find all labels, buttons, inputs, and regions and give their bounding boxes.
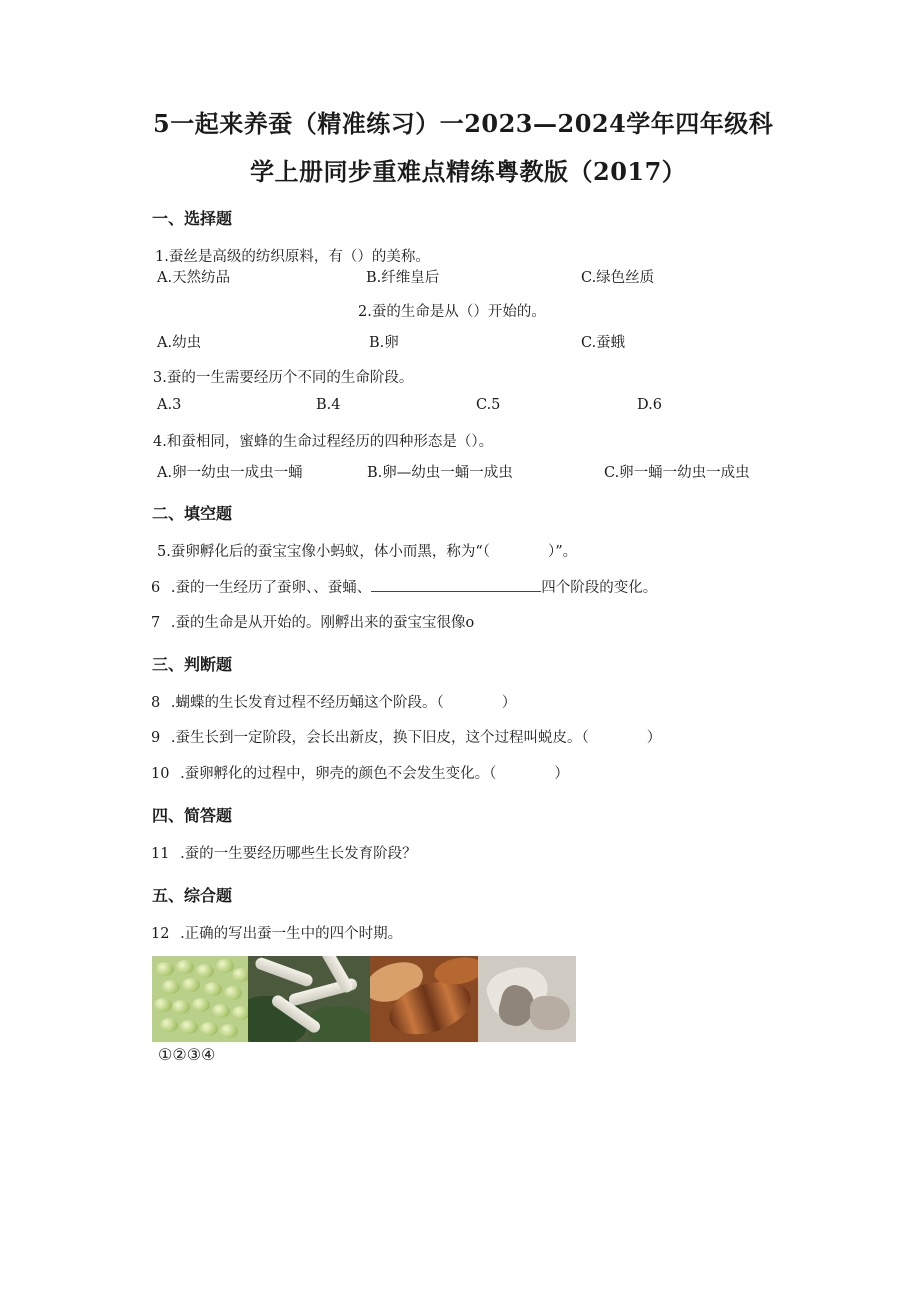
q4-option-a: A.卵一幼虫一成虫一蛹 (157, 465, 303, 481)
q1-option-b: B.纤维皇后 (366, 270, 440, 286)
q1-option-c: C.绿色丝质 (581, 270, 655, 286)
q3-option-a: A.3 (157, 397, 182, 413)
q10-text: .蚕卵孵化的过程中，卵壳的颜色不会发生变化。（ ） (180, 766, 569, 782)
q9-number: 9 (151, 730, 161, 746)
q3-stem: 3.蚕的一生需要经历个不同的生命阶段。 (153, 370, 414, 386)
q7-line (151, 611, 474, 632)
silkworm-moth-photo (478, 956, 576, 1042)
silkworm-eggs-photo (152, 956, 248, 1042)
q3-option-d: D.6 (637, 397, 662, 413)
q8-line (151, 691, 516, 712)
q9-line (151, 726, 661, 747)
q6-answer-blank[interactable] (371, 577, 541, 592)
section-heading-fill: 二、填空题 (152, 504, 233, 523)
silkworm-stages-photo-strip (152, 956, 576, 1042)
q1-stem: 1.蚕丝是高级的纺织原料，有（）的美称。 (155, 249, 430, 265)
q7-number: 7 (151, 615, 161, 631)
photo-stage-labels: ①②③④ (158, 1045, 216, 1064)
q4-option-b: B.卵—幼虫一蛹一成虫 (367, 465, 513, 481)
q6-text-after: 四个阶段的变化。 (541, 580, 658, 596)
silkworm-larvae-photo (248, 956, 370, 1042)
q3-option-b: B.4 (316, 397, 341, 413)
q11-text: .蚕的一生要经历哪些生长发育阶段？ (180, 846, 417, 862)
q11-line (151, 842, 417, 863)
q9-text: .蚕生长到一定阶段，会长出新皮，换下旧皮，这个过程叫蜕皮。（ ） (170, 730, 662, 746)
q6-number: 6 (151, 580, 161, 596)
q4-stem: 4.和蚕相同，蜜蜂的生命过程经历的四种形态是（）。 (153, 434, 494, 450)
q8-number: 8 (151, 695, 161, 711)
section-heading-short-answer: 四、简答题 (152, 806, 233, 825)
q4-option-c: C.卵一蛹一幼虫一成虫 (604, 465, 750, 481)
q12-number: 12 (151, 926, 170, 942)
q3-option-c: C.5 (476, 397, 501, 413)
q6-text-before: .蚕的一生经历了蚕卵、、蚕蛹、 (170, 580, 372, 596)
section-heading-choice: 一、选择题 (152, 209, 233, 228)
q2-stem: 2.蚕的生命是从（）开始的。 (358, 304, 546, 320)
section-heading-comprehensive: 五、综合题 (152, 886, 233, 905)
q11-number: 11 (151, 846, 170, 862)
doc-title-line1: 5一起来养蚕（精准练习）一2023—2024学年四年级科 (153, 109, 774, 138)
q12-line (151, 922, 402, 943)
q5-text: 5.蚕卵孵化后的蚕宝宝像小蚂蚁，体小而黑，称为“（ ）”。 (157, 544, 578, 560)
q2-option-a: A.幼虫 (157, 335, 202, 351)
section-heading-judge: 三、判断题 (152, 655, 233, 674)
doc-title-line2: 学上册同步重难点精练粤教版（2017） (250, 157, 687, 186)
q1-option-a: A.天然纺品 (157, 270, 231, 286)
q6-line (151, 576, 657, 597)
q10-line (151, 762, 569, 783)
q7-text: .蚕的生命是从开始的。刚孵出来的蚕宝宝很像o (170, 615, 475, 631)
q2-option-b: B.卵 (369, 335, 399, 351)
silkworm-pupa-photo (370, 956, 478, 1042)
q12-text: .正确的写出蚕一生中的四个时期。 (180, 926, 403, 942)
q10-number: 10 (151, 766, 170, 782)
q2-option-c: C.蚕蛾 (581, 335, 626, 351)
q8-text: .蝴蝶的生长发育过程不经历蛹这个阶段。（ ） (170, 695, 517, 711)
